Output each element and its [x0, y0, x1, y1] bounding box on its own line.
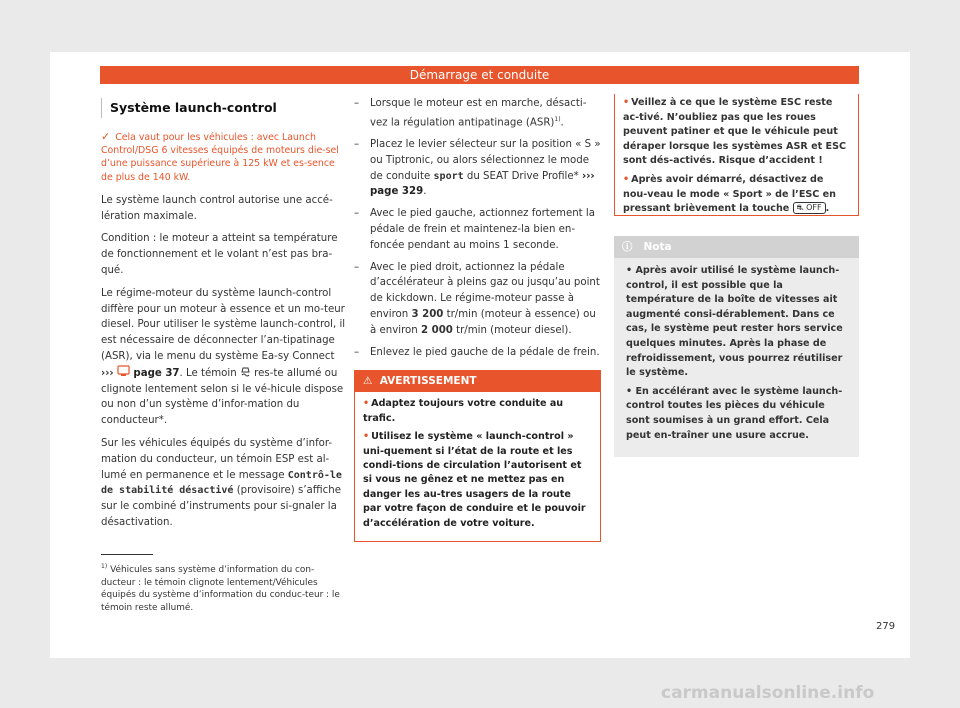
check-icon: ✓ [101, 130, 111, 143]
warning-text: Adaptez toujours votre conduite au trafic. [363, 398, 564, 424]
step-text: Enlevez le pied gauche de la pédale de frein. [370, 346, 600, 358]
bullet-icon: • [623, 97, 630, 108]
infotainment-icon [117, 365, 130, 377]
paragraph-text: res-te allumé ou clignote lentement selon si le vé-hicule dispose ou non d’un système d’infor-mation du conducteur*. [101, 367, 344, 427]
warning-text: Veillez à ce que le système ESC reste ac-tivé. N’oubliez pas que les roues peuvent patiner et que le véhicule peut déraper lorsque les systèmes ASR et ESC sont dés-activés. Risque d’accident ! [623, 97, 847, 167]
drive-mode-name: sport [433, 170, 464, 182]
warning-header [355, 371, 600, 392]
warning-title: AVERTISSEMENT [379, 375, 477, 388]
esc-warning-icon [240, 366, 251, 377]
step-text: Avec le pied gauche, actionnez fortement la pédale de frein et maintenez-la bien en-foncée pendant au moins 1 seconde. [370, 208, 595, 251]
display-message: Contrô-le de stabilité désactivé [101, 469, 342, 497]
esc-off-button-icon: ⛐ OFF [793, 202, 826, 214]
note-item: • En accélérant avec le système launch-control toutes les pièces du véhicule sont soumises à un grand effort. Cela peut en-traîner une usure accrue. [626, 385, 843, 441]
column-2 [354, 96, 601, 542]
section-title: Système launch-control [101, 98, 346, 118]
note-text: En accélérant avec le système launch-control toutes les pièces du véhicule sont soumises à un grand effort. Cela peut en-traîner une usure accrue. [626, 385, 843, 441]
warning-text: Après avoir démarré, désactivez de nou-veau le mode « Sport » de l’ESC en pressant brièvement la touche [623, 173, 837, 215]
footnote-text: Véhicules sans système d’information du con-ducteur : le témoin clignote lentement/Véhicules équipés du système d’information du conduc-teur : le témoin reste allumé. [101, 564, 340, 613]
step-text: tr/min (moteur à essence) ou à environ [370, 308, 596, 336]
paragraph: Le système launch control autorise une accé-lération maximale. [101, 194, 333, 222]
list-item [354, 345, 601, 361]
paragraph-text: Sur les véhicules équipés du système d’infor-mation du conducteur, un témoin ESP est al-lumé en permanence et le message [101, 437, 333, 481]
step-text: Placez le levier sélecteur sur la position « S » ou Tiptronic, ou alors sélectionnez le mode de conduite [370, 138, 601, 182]
warning-item [623, 96, 850, 169]
page-number: 279 [876, 621, 896, 632]
step-text: . [423, 186, 427, 198]
warning-item: • Après avoir démarré, désactivez de nou-veau le mode « Sport » de l’ESC en pressant brièvement la touche ⛐ OFF . [623, 173, 837, 215]
watermark: carmanualsonline.info [661, 683, 875, 703]
applicability-text: Cela vaut pour les véhicules : avec Launch Control/DSG 6 vitesses équipés de moteurs die-sel d’une puissance supérieure à 125 kW et es-sence de plus de 140 kW. [101, 132, 339, 183]
warning-triangle-icon: ⚠ [363, 375, 373, 388]
footnote-mark: 1) [101, 563, 108, 570]
page-link[interactable]: ››› page 329 [370, 170, 595, 198]
step-text: tr/min (moteur diesel). [452, 324, 572, 336]
list-item [354, 206, 601, 253]
warning-box [354, 370, 601, 542]
note-title: Nota [643, 241, 672, 253]
paragraph-text: (provisoire) s’affiche sur le combiné d’instruments pour si-gnaler la désactivation. [101, 485, 341, 528]
column-3 [614, 96, 859, 457]
applicability-note [101, 130, 346, 184]
note-body [614, 258, 859, 443]
paragraph [101, 286, 346, 429]
footnote-divider [101, 554, 153, 555]
rpm-value: 3 200 [411, 308, 444, 320]
button-label: OFF [806, 203, 822, 213]
page-link[interactable]: page 37 [133, 367, 180, 379]
note-header [614, 236, 859, 258]
note-item: • Après avoir utilisé le système launch-control, il est possible que la température de la boîte de vitesses ait augmenté consi-dérablement. Dans ce cas, le système peut rester hors service quelques minutes. Après la phase de refroidissement, vous pourrez réutiliser le système. [626, 265, 843, 379]
procedure-steps [354, 96, 601, 360]
footnote [101, 561, 346, 614]
bullet-icon: • [363, 398, 370, 410]
list-item [354, 137, 601, 200]
warning-continuation [614, 94, 859, 216]
note-text: Après avoir utilisé le système launch-control, il est possible que la température de la boîte de vitesses ait augmenté consi-dérablement. Dans ce cas, le système peut rester hors service quelques minutes. Après la phase de refroidissement, vous pourrez réutiliser le système. [626, 265, 843, 379]
bullet-icon: • [623, 173, 630, 185]
rpm-value: 2 000 [420, 324, 453, 336]
paragraph [101, 436, 346, 531]
warning-text: Utilisez le système « launch-control » uni-quement si l’état de la route et les condi-tions de circulation l’autorisent et si vous ne gênez et ne mettez pas en danger les au-tres usagers de la route par votre façon de conduire et le pouvoir d’accélération de votre voiture. [363, 431, 586, 529]
paragraph-text: Le régime-moteur du système launch-control diffère pour un moteur à essence et un mo-teur diesel. Pour utiliser le système launch-control, il est nécessaire de déconnecter l’an-tipatinage (ASR), via le menu du système Ea-sy Connect [101, 287, 346, 362]
warning-item [363, 430, 592, 531]
column-1 [101, 96, 346, 538]
paragraph-text: . Le témoin [179, 367, 237, 379]
info-icon: ⓘ [622, 241, 633, 253]
step-text: . [560, 117, 564, 129]
list-item [354, 96, 601, 131]
paragraph: Condition : le moteur a atteint sa température de fonctionnement et le volant n’est pas bra-qué. [101, 233, 338, 276]
chapter-header: Démarrage et conduite [100, 66, 859, 84]
note-box [614, 236, 859, 457]
list-item [354, 260, 601, 339]
cross-ref-arrows: ››› [101, 367, 118, 379]
bullet-icon: • [363, 431, 370, 443]
step-text: du SEAT Drive Profile* [463, 170, 582, 182]
warning-body [355, 392, 600, 541]
step-text: Avec le pied droit, actionnez la pédale d’accélérateur à pleins gaz ou jusqu’au point de kickdown. Le régime-moteur passe à environ [370, 261, 600, 320]
footnote-mark: 1) [554, 115, 561, 123]
warning-item [363, 397, 592, 426]
step-text: Lorsque le moteur est en marche, désacti-vez la régulation antipatinage (ASR) [370, 98, 587, 129]
